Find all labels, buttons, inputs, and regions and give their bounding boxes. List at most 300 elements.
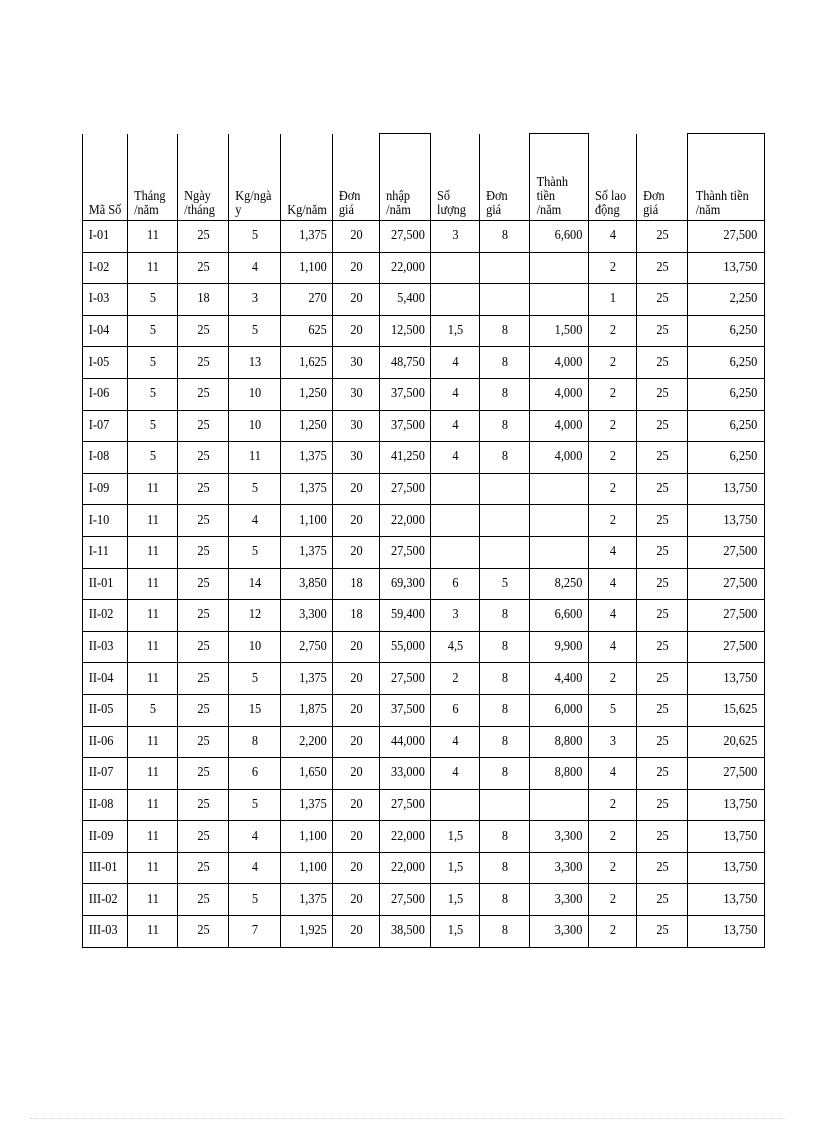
column-header bbox=[383, 134, 428, 221]
table-cell: 13,750 bbox=[692, 821, 760, 853]
table-cell: 20 bbox=[335, 694, 376, 726]
column-header-label: Đơn giá bbox=[338, 189, 360, 218]
table-cell: 13,750 bbox=[692, 789, 760, 821]
table-cell: 11 bbox=[131, 663, 175, 695]
table-cell: 37,500 bbox=[383, 410, 428, 442]
table-cell: 3,300 bbox=[533, 852, 585, 884]
table-cell: 1,925 bbox=[284, 916, 330, 948]
table-row bbox=[83, 505, 765, 537]
table-cell: 38,500 bbox=[383, 916, 428, 948]
table-cell: 14 bbox=[232, 568, 278, 600]
table-cell: 25 bbox=[640, 663, 685, 695]
table-row bbox=[83, 821, 765, 853]
table-row bbox=[83, 758, 765, 790]
table-cell: 22,000 bbox=[383, 852, 428, 884]
table-row bbox=[83, 410, 765, 442]
table-row bbox=[83, 852, 765, 884]
table-cell: 1,375 bbox=[284, 442, 330, 474]
column-header bbox=[232, 134, 278, 221]
table-cell: 20 bbox=[335, 505, 376, 537]
table-cell: 25 bbox=[640, 410, 685, 442]
table-cell: 625 bbox=[284, 315, 330, 347]
table-cell bbox=[483, 505, 527, 537]
table-cell: 8 bbox=[483, 663, 527, 695]
table-cell: 25 bbox=[640, 726, 685, 758]
table-cell: 8 bbox=[483, 600, 527, 632]
table-cell: 20 bbox=[335, 884, 376, 916]
table-cell: 5 bbox=[483, 568, 527, 600]
row-code-cell: II-02 bbox=[85, 600, 125, 632]
table-cell: 20 bbox=[335, 852, 376, 884]
table-cell bbox=[533, 789, 585, 821]
table-cell: 4 bbox=[232, 505, 278, 537]
table-cell: 3,300 bbox=[533, 884, 585, 916]
table-cell: 5 bbox=[232, 884, 278, 916]
table-cell: 27,500 bbox=[692, 631, 760, 663]
table-cell: 5 bbox=[131, 378, 175, 410]
table-cell: 25 bbox=[181, 410, 226, 442]
table-row bbox=[83, 221, 765, 253]
table-cell: 5 bbox=[232, 473, 278, 505]
table-row bbox=[83, 252, 765, 284]
table-cell: 8 bbox=[483, 347, 527, 379]
row-code-cell: I-03 bbox=[85, 284, 125, 316]
table-cell: 25 bbox=[181, 758, 226, 790]
column-header bbox=[85, 134, 125, 221]
table-cell: 25 bbox=[181, 252, 226, 284]
table-cell: 5 bbox=[232, 536, 278, 568]
table-cell: 6,600 bbox=[533, 221, 585, 253]
table-cell: 20 bbox=[335, 221, 376, 253]
table-cell: 25 bbox=[181, 789, 226, 821]
table-cell: 25 bbox=[640, 884, 685, 916]
table-cell: 8 bbox=[483, 852, 527, 884]
table-cell: 15 bbox=[232, 694, 278, 726]
table-cell: 59,400 bbox=[383, 600, 428, 632]
table-cell: 1,375 bbox=[284, 221, 330, 253]
table-cell: 1,250 bbox=[284, 378, 330, 410]
table-cell: 25 bbox=[181, 536, 226, 568]
table-cell: 1,5 bbox=[433, 884, 476, 916]
table-cell: 8 bbox=[483, 758, 527, 790]
table-cell: 11 bbox=[131, 600, 175, 632]
row-code-cell: I-05 bbox=[85, 347, 125, 379]
table-cell: 2 bbox=[591, 473, 633, 505]
column-header-label: Kg/ngà y bbox=[234, 189, 271, 218]
table-cell: 18 bbox=[181, 284, 226, 316]
table-cell bbox=[533, 252, 585, 284]
table-cell bbox=[433, 252, 476, 284]
table-cell: 4 bbox=[433, 442, 476, 474]
table-cell: 2 bbox=[591, 442, 633, 474]
table-cell: 20 bbox=[335, 536, 376, 568]
row-code-cell: I-10 bbox=[85, 505, 125, 537]
table-cell: 25 bbox=[640, 916, 685, 948]
table-cell: 25 bbox=[181, 442, 226, 474]
row-code-cell: III-03 bbox=[85, 916, 125, 948]
table-cell: 8,800 bbox=[533, 726, 585, 758]
table-cell: 4 bbox=[433, 726, 476, 758]
table-cell: 1,500 bbox=[533, 315, 585, 347]
table-cell: 25 bbox=[640, 284, 685, 316]
cost-table bbox=[82, 133, 765, 948]
table-cell: 2 bbox=[591, 884, 633, 916]
table-cell: 2,750 bbox=[284, 631, 330, 663]
table-cell: 11 bbox=[131, 726, 175, 758]
table-cell: 2 bbox=[591, 505, 633, 537]
table-cell: 6,250 bbox=[692, 315, 760, 347]
table-cell: 13,750 bbox=[692, 252, 760, 284]
column-header bbox=[433, 134, 476, 221]
column-header-label: nhập /năm bbox=[385, 189, 411, 218]
row-code-cell: I-06 bbox=[85, 378, 125, 410]
table-cell: 1,375 bbox=[284, 663, 330, 695]
table-cell: 20 bbox=[335, 821, 376, 853]
table-row bbox=[83, 315, 765, 347]
table-cell: 4 bbox=[433, 378, 476, 410]
column-header bbox=[483, 134, 527, 221]
table-cell: 5 bbox=[131, 410, 175, 442]
row-code-cell: II-05 bbox=[85, 694, 125, 726]
table-cell: 6,600 bbox=[533, 600, 585, 632]
table-cell: 20 bbox=[335, 473, 376, 505]
table-cell bbox=[483, 789, 527, 821]
table-cell: 20 bbox=[335, 916, 376, 948]
table-cell: 3,300 bbox=[533, 821, 585, 853]
table-cell: 20 bbox=[335, 789, 376, 821]
table-cell: 2 bbox=[591, 315, 633, 347]
table-cell: 22,000 bbox=[383, 821, 428, 853]
table-cell: 27,500 bbox=[692, 758, 760, 790]
table-cell: 8 bbox=[483, 694, 527, 726]
table-cell: 6,250 bbox=[692, 378, 760, 410]
table-cell: 25 bbox=[640, 221, 685, 253]
table-row bbox=[83, 916, 765, 948]
table-cell: 15,625 bbox=[692, 694, 760, 726]
table-cell: 20 bbox=[335, 284, 376, 316]
table-cell: 4 bbox=[232, 852, 278, 884]
table-cell: 1,100 bbox=[284, 505, 330, 537]
table-cell: 20 bbox=[335, 663, 376, 695]
table-cell: 8 bbox=[483, 442, 527, 474]
column-header-label: Thành tiền /năm bbox=[695, 189, 749, 218]
row-code-cell: I-02 bbox=[85, 252, 125, 284]
page-bottom-divider bbox=[30, 1118, 786, 1119]
table-cell: 25 bbox=[181, 663, 226, 695]
table-cell: 8 bbox=[483, 221, 527, 253]
table-row bbox=[83, 473, 765, 505]
table-cell: 27,500 bbox=[383, 473, 428, 505]
table-cell: 25 bbox=[181, 505, 226, 537]
table-cell: 270 bbox=[284, 284, 330, 316]
table-cell: 6,000 bbox=[533, 694, 585, 726]
table-cell: 25 bbox=[640, 315, 685, 347]
table-cell: 30 bbox=[335, 347, 376, 379]
table-cell: 4 bbox=[591, 536, 633, 568]
table-row bbox=[83, 726, 765, 758]
table-cell: 48,750 bbox=[383, 347, 428, 379]
table-cell: 25 bbox=[181, 821, 226, 853]
table-cell: 1,100 bbox=[284, 852, 330, 884]
table-cell: 25 bbox=[640, 694, 685, 726]
table-cell: 25 bbox=[640, 347, 685, 379]
table-cell: 27,500 bbox=[383, 789, 428, 821]
column-header-label: Số lao động bbox=[594, 189, 626, 218]
table-cell: 1,5 bbox=[433, 916, 476, 948]
column-header-label: Đơn giá bbox=[642, 189, 665, 218]
table-cell: 25 bbox=[640, 600, 685, 632]
table-cell: 20 bbox=[335, 631, 376, 663]
table-cell: 25 bbox=[181, 884, 226, 916]
table-cell: 8 bbox=[483, 726, 527, 758]
table-cell: 13,750 bbox=[692, 916, 760, 948]
row-code-cell: I-04 bbox=[85, 315, 125, 347]
table-cell bbox=[533, 473, 585, 505]
table-cell: 55,000 bbox=[383, 631, 428, 663]
table-cell: 1,375 bbox=[284, 884, 330, 916]
table-cell: 41,250 bbox=[383, 442, 428, 474]
table-cell: 25 bbox=[181, 726, 226, 758]
table-cell: 25 bbox=[640, 758, 685, 790]
table-cell: 3,850 bbox=[284, 568, 330, 600]
table-cell bbox=[533, 505, 585, 537]
table-cell: 5 bbox=[131, 694, 175, 726]
table-cell: 2 bbox=[591, 852, 633, 884]
table-cell: 2 bbox=[591, 916, 633, 948]
table-cell: 13,750 bbox=[692, 884, 760, 916]
table-cell: 12,500 bbox=[383, 315, 428, 347]
table-cell: 11 bbox=[131, 536, 175, 568]
row-code-cell: II-09 bbox=[85, 821, 125, 853]
table-cell: 22,000 bbox=[383, 252, 428, 284]
table-cell: 4 bbox=[433, 758, 476, 790]
table-cell: 12 bbox=[232, 600, 278, 632]
table-row bbox=[83, 663, 765, 695]
table-cell: 25 bbox=[640, 821, 685, 853]
table-cell: 2,200 bbox=[284, 726, 330, 758]
table-cell: 44,000 bbox=[383, 726, 428, 758]
table-cell: 3 bbox=[433, 221, 476, 253]
table-cell: 4 bbox=[232, 821, 278, 853]
table-cell: 10 bbox=[232, 631, 278, 663]
table-cell bbox=[483, 473, 527, 505]
table-cell: 4 bbox=[591, 600, 633, 632]
column-header-label: Ngày /tháng bbox=[183, 189, 215, 218]
column-header-label: Thành tiền /năm bbox=[536, 175, 568, 218]
table-cell: 1,625 bbox=[284, 347, 330, 379]
table-cell: 30 bbox=[335, 442, 376, 474]
table-cell: 25 bbox=[640, 378, 685, 410]
table-cell: 25 bbox=[181, 221, 226, 253]
row-code-cell: II-06 bbox=[85, 726, 125, 758]
table-cell: 5 bbox=[232, 789, 278, 821]
table-row bbox=[83, 536, 765, 568]
table-cell: 6,250 bbox=[692, 347, 760, 379]
table-cell: 2 bbox=[591, 663, 633, 695]
table-cell: 20 bbox=[335, 726, 376, 758]
table-cell: 69,300 bbox=[383, 568, 428, 600]
table-cell: 3,300 bbox=[533, 916, 585, 948]
table-cell: 11 bbox=[131, 916, 175, 948]
table-cell: 11 bbox=[131, 789, 175, 821]
table-body bbox=[83, 221, 765, 948]
table-cell: 25 bbox=[181, 631, 226, 663]
table-cell: 4 bbox=[433, 347, 476, 379]
row-code-cell: II-03 bbox=[85, 631, 125, 663]
table-cell: 6,250 bbox=[692, 442, 760, 474]
row-code-cell: I-11 bbox=[85, 536, 125, 568]
table-cell: 11 bbox=[232, 442, 278, 474]
table-cell: 11 bbox=[131, 884, 175, 916]
table-row bbox=[83, 442, 765, 474]
table-cell: 4 bbox=[232, 252, 278, 284]
table-cell bbox=[433, 789, 476, 821]
table-cell: 27,500 bbox=[383, 663, 428, 695]
header-row bbox=[83, 134, 765, 221]
table-cell: 1,100 bbox=[284, 821, 330, 853]
column-header bbox=[335, 134, 376, 221]
column-header bbox=[131, 134, 175, 221]
table-cell: 25 bbox=[640, 631, 685, 663]
table-cell: 4,400 bbox=[533, 663, 585, 695]
table-cell: 27,500 bbox=[383, 221, 428, 253]
table-cell: 11 bbox=[131, 821, 175, 853]
table-cell: 3 bbox=[591, 726, 633, 758]
table-cell: 11 bbox=[131, 758, 175, 790]
column-header bbox=[181, 134, 226, 221]
table-cell: 27,500 bbox=[383, 884, 428, 916]
table-cell: 3 bbox=[433, 600, 476, 632]
table-cell: 11 bbox=[131, 631, 175, 663]
table-cell: 18 bbox=[335, 568, 376, 600]
table-cell: 25 bbox=[640, 442, 685, 474]
table-row bbox=[83, 568, 765, 600]
table-cell: 7 bbox=[232, 916, 278, 948]
cost-table-sheet bbox=[82, 133, 765, 948]
table-cell: 13,750 bbox=[692, 852, 760, 884]
table-cell: 13,750 bbox=[692, 663, 760, 695]
row-code-cell: I-01 bbox=[85, 221, 125, 253]
table-row bbox=[83, 694, 765, 726]
table-cell: 11 bbox=[131, 473, 175, 505]
table-cell bbox=[433, 284, 476, 316]
column-header-label: Mã Số bbox=[88, 203, 121, 218]
table-cell: 8,250 bbox=[533, 568, 585, 600]
table-cell: 37,500 bbox=[383, 378, 428, 410]
table-cell: 1,100 bbox=[284, 252, 330, 284]
table-cell: 1,5 bbox=[433, 821, 476, 853]
table-cell bbox=[483, 536, 527, 568]
table-cell: 25 bbox=[181, 916, 226, 948]
table-cell: 27,500 bbox=[692, 568, 760, 600]
table-cell: 8 bbox=[483, 378, 527, 410]
table-cell: 37,500 bbox=[383, 694, 428, 726]
table-cell: 25 bbox=[181, 600, 226, 632]
table-cell bbox=[533, 284, 585, 316]
table-cell: 13,750 bbox=[692, 473, 760, 505]
table-row bbox=[83, 347, 765, 379]
row-code-cell: III-02 bbox=[85, 884, 125, 916]
table-cell: 1,375 bbox=[284, 789, 330, 821]
table-cell: 20 bbox=[335, 252, 376, 284]
row-code-cell: II-04 bbox=[85, 663, 125, 695]
row-code-cell: I-08 bbox=[85, 442, 125, 474]
table-cell: 20 bbox=[335, 758, 376, 790]
table-cell: 30 bbox=[335, 410, 376, 442]
row-code-cell: II-07 bbox=[85, 758, 125, 790]
row-code-cell: I-07 bbox=[85, 410, 125, 442]
table-cell: 9,900 bbox=[533, 631, 585, 663]
table-cell: 6 bbox=[433, 568, 476, 600]
table-cell: 25 bbox=[181, 315, 226, 347]
table-cell: 2 bbox=[591, 378, 633, 410]
table-cell: 1 bbox=[591, 284, 633, 316]
table-cell bbox=[433, 505, 476, 537]
table-cell: 33,000 bbox=[383, 758, 428, 790]
table-cell: 11 bbox=[131, 852, 175, 884]
column-header bbox=[591, 134, 633, 221]
column-header-label: Tháng /năm bbox=[133, 189, 166, 218]
table-cell: 4 bbox=[433, 410, 476, 442]
table-cell: 1,5 bbox=[433, 852, 476, 884]
table-cell: 4,000 bbox=[533, 347, 585, 379]
table-cell bbox=[533, 536, 585, 568]
table-cell: 25 bbox=[181, 378, 226, 410]
table-cell: 25 bbox=[181, 347, 226, 379]
table-cell: 22,000 bbox=[383, 505, 428, 537]
table-cell: 4,000 bbox=[533, 410, 585, 442]
table-cell: 4,000 bbox=[533, 378, 585, 410]
table-cell: 1,875 bbox=[284, 694, 330, 726]
table-cell bbox=[483, 252, 527, 284]
table-cell: 6 bbox=[433, 694, 476, 726]
table-cell: 25 bbox=[181, 568, 226, 600]
table-cell: 6 bbox=[232, 758, 278, 790]
table-cell: 20,625 bbox=[692, 726, 760, 758]
table-row bbox=[83, 631, 765, 663]
table-cell: 11 bbox=[131, 568, 175, 600]
table-cell: 5 bbox=[131, 442, 175, 474]
table-cell: 1,650 bbox=[284, 758, 330, 790]
table-cell: 27,500 bbox=[692, 221, 760, 253]
table-cell: 25 bbox=[181, 852, 226, 884]
table-cell: 25 bbox=[640, 536, 685, 568]
table-cell: 4 bbox=[591, 221, 633, 253]
table-cell: 5 bbox=[232, 221, 278, 253]
table-cell: 25 bbox=[640, 252, 685, 284]
column-header bbox=[533, 134, 585, 221]
table-cell: 25 bbox=[181, 473, 226, 505]
column-header-label: Số lượng bbox=[436, 189, 466, 218]
table-cell bbox=[483, 284, 527, 316]
table-cell: 4,000 bbox=[533, 442, 585, 474]
table-cell: 25 bbox=[640, 789, 685, 821]
table-cell: 8 bbox=[483, 410, 527, 442]
table-cell: 8 bbox=[232, 726, 278, 758]
table-cell: 25 bbox=[181, 694, 226, 726]
table-cell: 5,400 bbox=[383, 284, 428, 316]
table-cell: 3,300 bbox=[284, 600, 330, 632]
table-cell: 8 bbox=[483, 884, 527, 916]
table-cell: 2 bbox=[591, 821, 633, 853]
table-cell: 13 bbox=[232, 347, 278, 379]
column-header bbox=[640, 134, 685, 221]
column-header bbox=[284, 134, 330, 221]
column-header-label: Kg/năm bbox=[286, 203, 327, 218]
table-cell: 27,500 bbox=[692, 600, 760, 632]
table-cell: 25 bbox=[640, 473, 685, 505]
table-row bbox=[83, 600, 765, 632]
